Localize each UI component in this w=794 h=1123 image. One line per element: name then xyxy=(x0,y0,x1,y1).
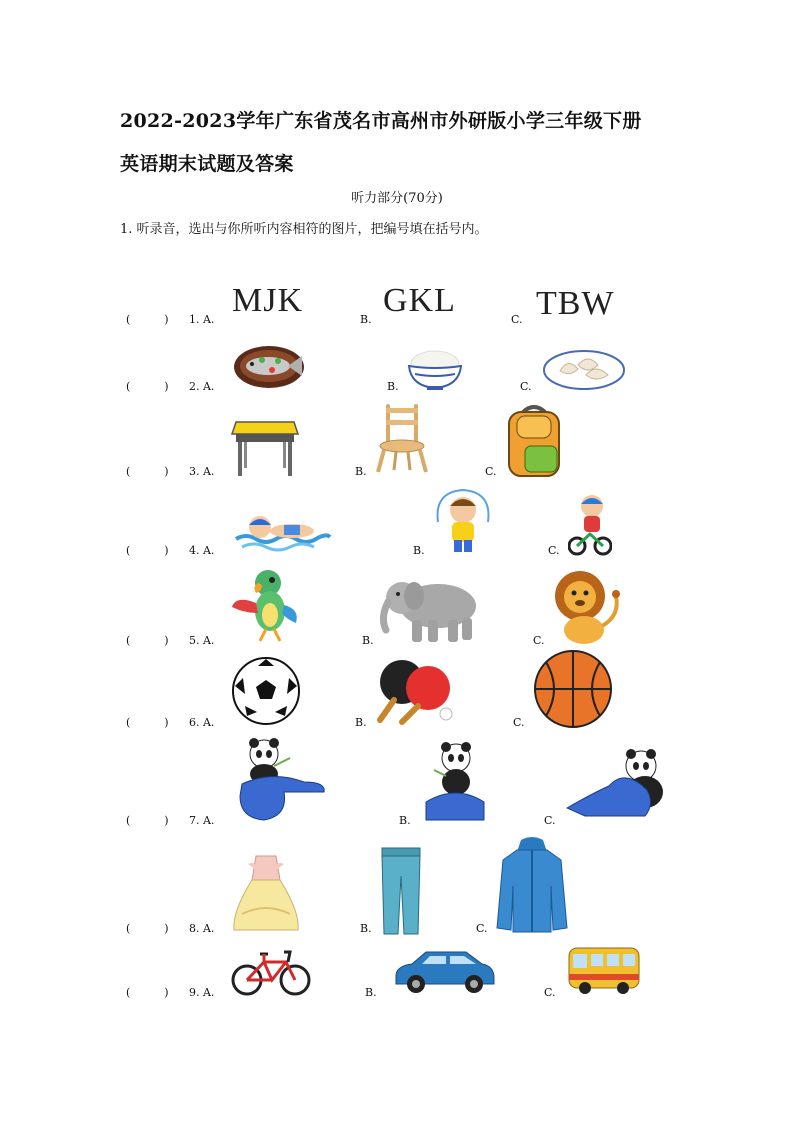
backpack-icon xyxy=(503,402,565,480)
question-number: 4. A. xyxy=(189,544,215,557)
option-b-label: B. xyxy=(413,544,425,557)
option-b-label: B. xyxy=(387,380,399,393)
document-title-line1: 2022-2023学年广东省茂名市高州市外研版小学三年级下册 xyxy=(120,110,642,132)
cycling-icon xyxy=(568,492,612,556)
option-b-label: B. xyxy=(362,634,374,647)
option-b-label: B. xyxy=(355,465,367,478)
answer-bracket[interactable]: ( ) xyxy=(126,380,169,393)
jeans-icon xyxy=(378,846,424,936)
answer-bracket[interactable]: ( ) xyxy=(126,313,169,326)
option-c-label: C. xyxy=(548,544,560,557)
option-b-letters: GKL xyxy=(383,282,456,319)
desk-icon xyxy=(230,416,300,478)
question-number: 6. A. xyxy=(189,716,215,729)
question-number: 1. A. xyxy=(189,313,215,326)
option-c-label: C. xyxy=(533,634,545,647)
swimming-icon xyxy=(232,505,332,553)
question-number: 2. A. xyxy=(189,380,215,393)
instruction-text: 1. 听录音，选出与你所听内容相符的图片，把编号填在括号内。 xyxy=(120,222,488,237)
option-b-label: B. xyxy=(360,313,372,326)
option-b-label: B. xyxy=(360,922,372,935)
option-c-label: C. xyxy=(476,922,488,935)
elephant-icon xyxy=(378,574,482,646)
panda-on-cap-icon xyxy=(420,740,490,826)
question-number: 8. A. xyxy=(189,922,215,935)
option-b-label: B. xyxy=(355,716,367,729)
jump-rope-icon xyxy=(430,488,496,556)
dumplings-icon xyxy=(542,345,626,391)
fish-dish-icon xyxy=(232,340,306,390)
dress-icon xyxy=(230,852,302,934)
answer-bracket[interactable]: ( ) xyxy=(126,814,169,827)
panda-on-cap-icon xyxy=(234,736,328,824)
option-c-label: C. xyxy=(544,986,556,999)
chair-icon xyxy=(372,400,434,476)
car-icon xyxy=(392,946,496,994)
option-b-label: B. xyxy=(365,986,377,999)
panda-behind-cap-icon xyxy=(565,746,667,820)
document-title-line2: 英语期末试题及答案 xyxy=(120,153,294,175)
option-c-label: C. xyxy=(520,380,532,393)
parrot-icon xyxy=(230,565,302,645)
answer-bracket[interactable]: ( ) xyxy=(126,716,169,729)
rice-bowl-icon xyxy=(405,348,465,392)
bus-icon xyxy=(565,942,643,998)
section-heading: 听力部分(70分) xyxy=(351,191,443,206)
question-number: 3. A. xyxy=(189,465,215,478)
option-c-label: C. xyxy=(511,313,523,326)
option-c-letters: TBW xyxy=(536,285,615,322)
question-number: 5. A. xyxy=(189,634,215,647)
jacket-icon xyxy=(495,836,569,936)
answer-bracket[interactable]: ( ) xyxy=(126,986,169,999)
option-c-label: C. xyxy=(513,716,525,729)
question-number: 7. A. xyxy=(189,814,215,827)
bicycle-icon xyxy=(230,940,312,998)
soccer-ball-icon xyxy=(231,656,301,726)
question-number: 9. A. xyxy=(189,986,215,999)
answer-bracket[interactable]: ( ) xyxy=(126,922,169,935)
lion-icon xyxy=(550,568,630,648)
answer-bracket[interactable]: ( ) xyxy=(126,465,169,478)
option-b-label: B. xyxy=(399,814,411,827)
ping-pong-paddles-icon xyxy=(372,658,460,726)
basketball-icon xyxy=(532,648,614,730)
answer-bracket[interactable]: ( ) xyxy=(126,544,169,557)
answer-bracket[interactable]: ( ) xyxy=(126,634,169,647)
option-a-letters: MJK xyxy=(232,282,304,319)
option-c-label: C. xyxy=(485,465,497,478)
option-c-label: C. xyxy=(544,814,556,827)
